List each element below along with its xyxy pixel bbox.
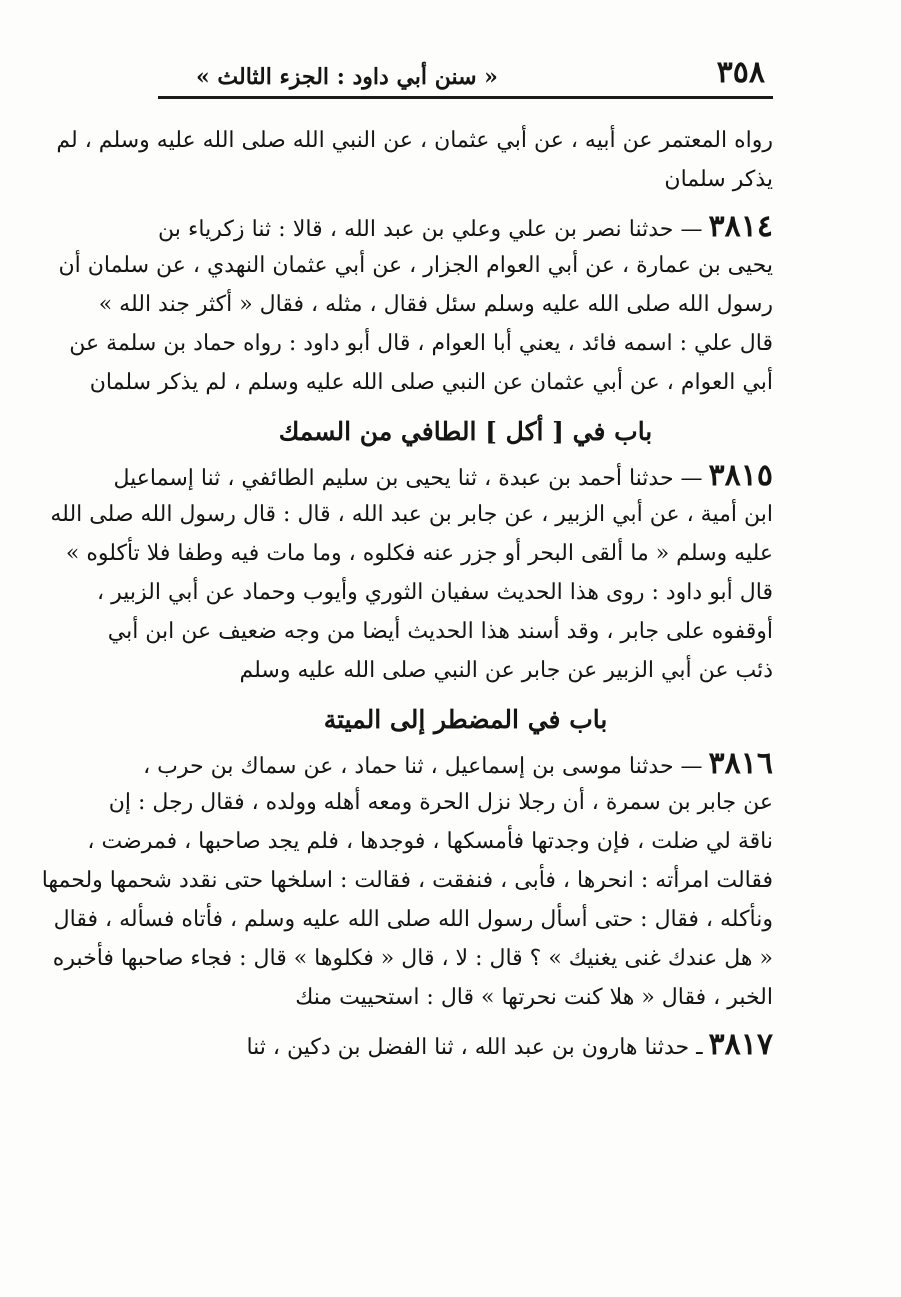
line-text: ابن أمية ، عن أبي الزبير ، عن جابر بن عبد الله ، قال : قال رسول الله صلى الله (50, 502, 773, 527)
line-text: أبي العوام ، عن أبي عثمان عن النبي صلى الله عليه وسلم ، لم يذكر سلمان (89, 370, 773, 395)
line-text: ونأكله ، فقال : حتى أسأل رسول الله صلى الله عليه وسلم ، فأتاه فسأله ، فقال (53, 907, 773, 932)
page-body (41, 121, 773, 1072)
text-line (158, 651, 773, 690)
line-text: — حدثنا نصر بن علي وعلي بن عبد الله ، قالا : ثنا زكرياء بن (158, 217, 703, 242)
text-line (89, 363, 773, 402)
hadith-number: ٣٨١٧ (708, 1027, 773, 1062)
paragraph-gap (158, 199, 773, 207)
line-text: يذكر سلمان (664, 167, 773, 192)
chapter-heading: باب في المضطر إلى الميتة (323, 705, 608, 734)
hadith-number: ٣٨١٤ (708, 209, 773, 244)
text-line (158, 207, 773, 246)
text-line (69, 324, 773, 363)
paragraph (50, 456, 773, 690)
line-text: — حدثنا أحمد بن عبدة ، ثنا يحيى بن سليم الطائفي ، ثنا إسماعيل (113, 466, 703, 491)
text-line (97, 573, 773, 612)
line-text: قال علي : اسمه فائد ، يعني أبا العوام ، قال أبو داود : رواه حماد بن سلمة عن (69, 331, 773, 356)
text-line (53, 900, 773, 939)
text-line (87, 822, 773, 861)
text-line (107, 612, 773, 651)
paragraph (41, 744, 773, 1017)
text-line (56, 121, 773, 160)
text-line (158, 1025, 773, 1064)
text-line (108, 783, 773, 822)
paragraph (56, 121, 773, 199)
line-text: ذئب عن أبي الزبير عن جابر عن النبي صلى الله عليه وسلم (239, 658, 773, 683)
line-text: « هل عندك غنى يغنيك » ؟ قال : لا ، قال « فكلوها » قال : فجاء صاحبها فأخبره (52, 946, 773, 971)
text-line (158, 160, 773, 199)
text-line (41, 861, 773, 900)
hadith-number: ٣٨١٦ (708, 746, 773, 781)
chapter-heading: باب في [ أكل ] الطافي من السمك (278, 417, 653, 446)
text-line (65, 534, 773, 573)
line-text: رسول الله صلى الله عليه وسلم سئل فقال ، مثله ، فقال « أكثر جند الله » (98, 292, 773, 317)
page-number: ٣٥٨ (716, 55, 765, 90)
paragraph-gap (158, 690, 773, 698)
paragraph-gap (158, 1017, 773, 1025)
line-text: أوقفوه على جابر ، وقد أسند هذا الحديث أيضا من وجه ضعيف عن ابن أبي (107, 619, 773, 644)
line-text: ـ حدثنا هارون بن عبد الله ، ثنا الفضل بن دكين ، ثنا (246, 1035, 703, 1060)
line-text: فقالت امرأته : انحرها ، فأبى ، فنفقت ، فقالت : اسلخها حتى نقدد شحمها ولحمها (41, 868, 773, 893)
running-title: « سنن أبي داود : الجزء الثالث » (196, 64, 498, 90)
line-text: قال أبو داود : روى هذا الحديث سفيان الثوري وأيوب وحماد عن أبي الزبير ، (97, 580, 773, 605)
text-line (158, 978, 773, 1017)
line-text: عن جابر بن سمرة ، أن رجلا نزل الحرة ومعه أهله وولده ، فقال رجل : إن (108, 790, 773, 815)
paragraph (58, 207, 773, 402)
text-line (50, 495, 773, 534)
text-line (143, 744, 773, 783)
line-text: يحيى بن عمارة ، عن أبي العوام الجزار ، عن أبي عثمان النهدي ، عن سلمان أن (58, 253, 773, 278)
text-line (52, 939, 773, 978)
text-line (58, 246, 773, 285)
text-line (98, 285, 773, 324)
text-line (113, 456, 773, 495)
line-text: — حدثنا موسى بن إسماعيل ، ثنا حماد ، عن سماك بن حرب ، (143, 754, 703, 779)
hadith-number: ٣٨١٥ (708, 458, 773, 493)
header-rule (158, 96, 773, 99)
line-text: ناقة لي ضلت ، فإن وجدتها فأمسكها ، فوجدها ، فلم يجد صاحبها ، فمرضت ، (87, 829, 773, 854)
paragraph-gap (158, 402, 773, 410)
paragraph (158, 1025, 773, 1064)
page-header (158, 52, 773, 90)
paragraph-gap (158, 1064, 773, 1072)
line-text: رواه المعتمر عن أبيه ، عن أبي عثمان ، عن النبي الله صلى الله عليه وسلم ، لم (56, 128, 773, 153)
line-text: الخبر ، فقال « هلا كنت نحرتها » قال : استحييت منك (295, 985, 773, 1010)
line-text: عليه وسلم « ما ألقى البحر أو جزر عنه فكلوه ، وما مات فيه وطفا فلا تأكلوه » (65, 541, 773, 566)
